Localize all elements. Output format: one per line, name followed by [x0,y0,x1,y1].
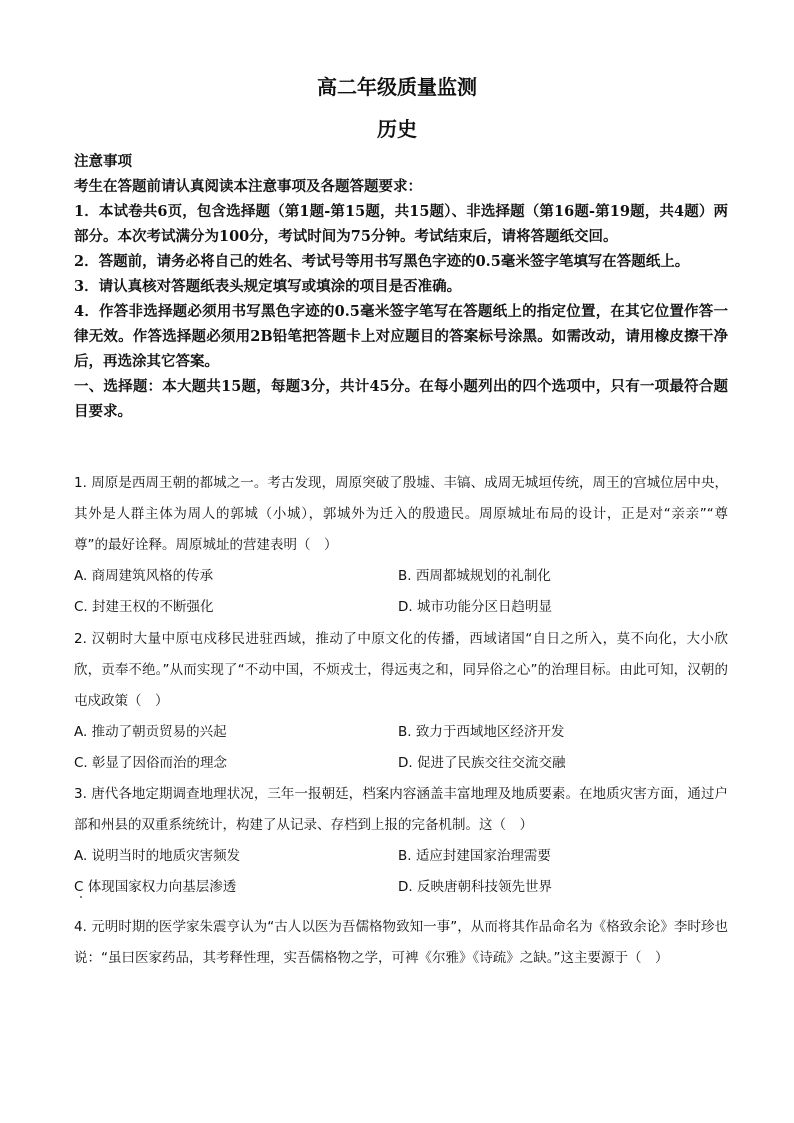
section-heading: 一、选择题：本大题共15题，每题3分，共计45分。在每小题列出的四个选项中，只有一项最符合题目要求。 [74,378,728,420]
exam-title: 高二年级质量监测 [317,75,477,99]
option-d: D. 促进了民族交往交流交融 [398,755,566,771]
notice-item-4: 4．作答非选择题必须用书写黑色字迹的0.5毫米签字笔写在答题纸上的指定位置，在其它位置作答一律无效。作答选择题必须用2B铅笔把答题卡上对应题目的答案标号涂黑。如需改动，请用橡皮擦干净后，再选涂其它答案。 [74,303,728,370]
question-options [74,561,728,623]
question-stem: 3. 唐代各地定期调查地理状况，三年一报朝廷，档案内容涵盖丰富地理及地质要素。在地质灾害方面，通过户部和州县的双重系统统计，构建了从记录、存档到上报的完备机制。这（ ） [74,786,728,833]
option-a: A. 商周建筑风格的传承 [74,568,214,584]
option-c: C. 彰显了因俗而治的理念 [74,755,228,771]
notice-item-1: 1．本试卷共6页，包含选择题（第1题-第15题，共15题）、非选择题（第16题-第19题，共4题）两部分。本次考试满分为100分，考试时间为75分钟。考试结束后，请将答题纸交回。 [74,203,728,245]
option-b: B. 适应封建国家治理需要 [398,848,551,864]
question-4 [74,912,728,974]
question-options [74,841,728,903]
option-d: D. 城市功能分区日趋明显 [398,599,552,615]
notice-intro: 考生在答题前请认真阅读本注意事项及各题答题要求： [74,178,422,195]
question-2 [74,624,728,779]
question-stem: 1. 周原是西周王朝的都城之一。考古发现，周原突破了殷墟、丰镐、成周无城垣传统，周王的宫城位居中央，其外是人群主体为周人的郭城（小城），郭城外为迁入的殷遗民。周原城址布局的设计，正是对“亲亲”“尊尊”的最好诠释。周原城址的营建表明（ ） [74,475,728,553]
question-stem: 2. 汉朝时大量中原屯戍移民进驻西域，推动了中原文化的传播，西域诸国“自日之所入，莫不向化，大小欣欣，贡奉不绝。”从而实现了“不动中国，不烦戎士，得远夷之和，同异俗之心”的治理目标。由此可知，汉朝的屯戍政策（ ） [74,631,728,709]
option-d: D. 反映唐朝科技领先世界 [398,879,552,895]
option-c: C 体现国家权力向基层渗透 [74,879,237,895]
subject-title: 历史 [377,117,417,141]
notice-item-2: 2．答题前，请务必将自己的姓名、考试号等用书写黑色字迹的0.5毫米签字笔填写在答题纸上。 [74,253,690,270]
notice-item-3: 3．请认真核对答题纸表头规定填写或填涂的项目是否准确。 [74,278,462,295]
notice-section [74,149,728,424]
question-1 [74,468,728,623]
option-c: C. 封建王权的不断强化 [74,599,214,615]
option-a: A. 说明当时的地质灾害频发 [74,848,241,864]
option-b: B. 致力于西域地区经济开发 [398,724,565,740]
notice-heading: 注意事项 [74,153,132,170]
option-b: B. 西周都城规划的礼制化 [398,568,551,584]
question-stem: 4. 元明时期的医学家朱震亨认为“古人以医为吾儒格物致知一事”，从而将其作品命名为《格致余论》李时珍也说：“虽曰医家药品，其考释性理，实吾儒格物之学，可裨《尔雅》《诗疏》之缺。”这主要源于（ ） [74,919,728,966]
option-a: A. 推动了朝贡贸易的兴起 [74,724,227,740]
question-options [74,717,728,779]
question-3 [74,779,728,903]
scan-speck [80,896,82,898]
